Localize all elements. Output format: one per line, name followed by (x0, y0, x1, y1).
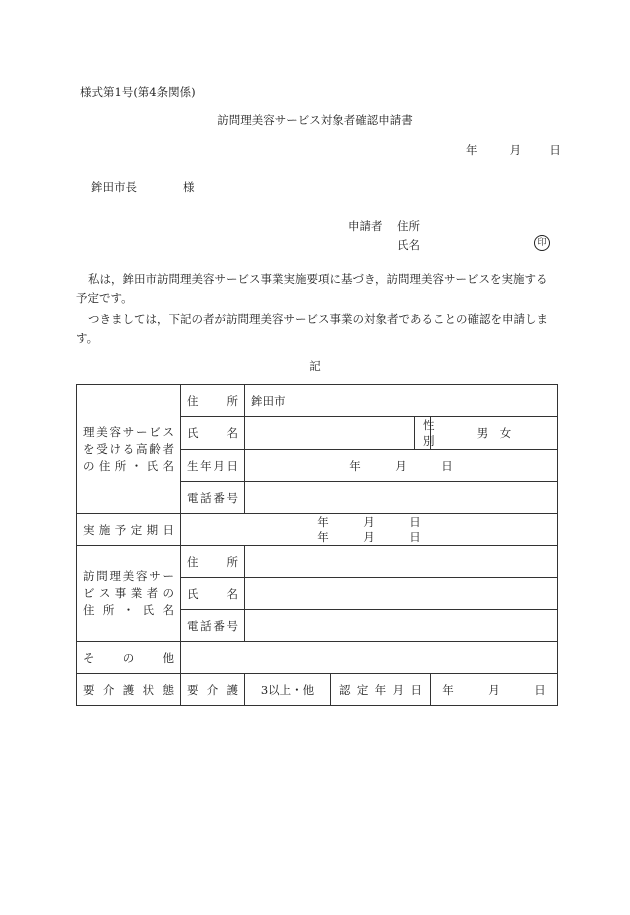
recipient-heading-cell (77, 385, 181, 514)
certification-date-field[interactable]: 年 月 日 (431, 674, 558, 706)
ki-heading: 記 (309, 359, 321, 373)
care-level-field[interactable]: 3以上・他 (245, 674, 331, 706)
paragraph-2 (76, 310, 556, 348)
provider-phone-field[interactable] (245, 610, 558, 642)
schedule-line-2: 年 月 日 (317, 529, 421, 544)
recipient-address-field[interactable]: 鉾田市 (245, 385, 558, 417)
application-form-table (76, 384, 558, 706)
birthdate-label: 生年月日 (181, 450, 245, 482)
provider-name-field[interactable] (245, 578, 558, 610)
schedule-field[interactable] (181, 514, 558, 546)
provider-heading-line-1: 訪問理美容サー (83, 569, 174, 583)
paragraph-1-text: 私は，鉾田市訪問理美容サービス事業実施要項に基づき，訪問理美容サービスを実施する予定です。 (76, 272, 548, 305)
care-status-label: 要介護状態 (77, 674, 181, 706)
recipient-name-label: 氏名 (181, 417, 245, 450)
schedule-line-1: 年 月 日 (317, 514, 421, 529)
table-row (77, 546, 558, 578)
provider-address-field[interactable] (245, 546, 558, 578)
applicant-address-label: 住所 (397, 219, 420, 233)
schedule-label: 実施予定期日 (77, 514, 181, 546)
table-row (77, 385, 558, 417)
provider-phone-label: 電話番号 (181, 610, 245, 642)
applicant-name-label: 氏名 (397, 238, 420, 252)
provider-heading-line-3: 住所・氏名 (83, 603, 174, 617)
form-number: 様式第1号(第4条関係) (80, 85, 196, 99)
recipient-heading-line-1: 理美容サービス (83, 424, 174, 439)
seal-mark: 印 (534, 235, 550, 251)
provider-heading-line-2: ビス事業者の (83, 586, 174, 600)
provider-name-label: 氏名 (181, 578, 245, 610)
applicant-address-line (348, 218, 420, 234)
paragraph-1 (76, 270, 556, 308)
recipient-heading-line-3: の住所・氏名 (83, 458, 174, 473)
document-title: 訪問理美容サービス対象者確認申請書 (217, 113, 413, 127)
recipient-name-field[interactable] (245, 417, 415, 450)
certification-date-label: 認定年月日 (331, 674, 431, 706)
table-row (77, 514, 558, 546)
paragraph-2-text: つきましては，下記の者が訪問理美容サービス事業の対象者であることの確認を申請します。 (76, 312, 548, 345)
addressee (91, 179, 195, 195)
care-level-label: 要介護 (181, 674, 245, 706)
addressee-honorific: 様 (183, 180, 195, 194)
recipient-phone-field[interactable] (245, 482, 558, 514)
recipient-heading-line-2: を受ける高齢者 (83, 441, 174, 456)
gender-label: 性別 (415, 417, 431, 450)
gender-options[interactable]: 男 女 (431, 417, 558, 450)
date-year: 年 (466, 143, 478, 157)
table-row (77, 674, 558, 706)
other-field[interactable] (181, 642, 558, 674)
date-day: 日 (549, 143, 561, 157)
provider-heading-cell (77, 546, 181, 642)
table-row (77, 642, 558, 674)
applicant-role: 申請者 (348, 219, 383, 233)
birthdate-field[interactable]: 年 月 日 (245, 450, 558, 482)
recipient-address-label: 住所 (181, 385, 245, 417)
addressee-name: 鉾田市長 (91, 180, 137, 194)
recipient-phone-label: 電話番号 (181, 482, 245, 514)
other-label: その他 (77, 642, 181, 674)
provider-address-label: 住所 (181, 546, 245, 578)
date-month: 月 (509, 143, 522, 157)
date-line (466, 142, 561, 158)
